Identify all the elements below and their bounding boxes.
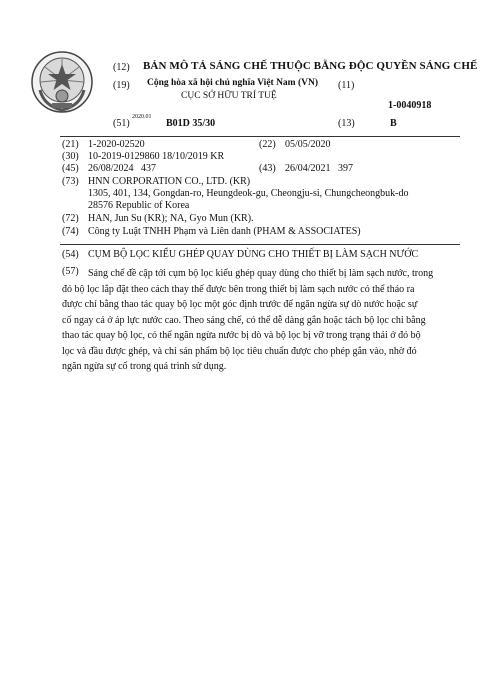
field-45: (45) 26/08/2024 437 bbox=[62, 163, 157, 174]
code-13: (13) bbox=[338, 118, 355, 129]
abstract-line: lọc và đầu được ghép, và chỉ sản phẩm bộ lọc tiêu chuẩn được cho phép gắn vào, nhờ đó bbox=[62, 345, 417, 357]
field-22: (22) 05/05/2020 bbox=[259, 139, 331, 150]
national-emblem-icon bbox=[30, 50, 94, 114]
code-12: (12) bbox=[113, 62, 130, 73]
application-publication: 26/04/2021 397 bbox=[285, 163, 354, 174]
application-number: 1-2020-02520 bbox=[88, 139, 145, 150]
document-title: BẢN MÔ TẢ SÁNG CHẾ THUỘC BẰNG ĐỘC QUYỀN SÁNG CHẾ bbox=[143, 60, 478, 72]
divider bbox=[60, 136, 460, 137]
code-11: (11) bbox=[338, 80, 355, 91]
abstract-line: cố ngay cả ở áp lực nước cao. Theo sáng chế, có thể dễ dàng gắn hoặc tách bộ lọc chỉ bằng bbox=[62, 314, 426, 326]
inventors: HAN, Jun Su (KR); NA, Gyo Mun (KR). bbox=[88, 213, 254, 224]
grant-publication: 26/08/2024 437 bbox=[88, 163, 157, 174]
kind-code: B bbox=[390, 118, 397, 129]
abstract-line: ngăn ngừa sự cố trong quá trình sử dụng. bbox=[62, 361, 227, 372]
ipc-version: 2020.01 bbox=[132, 114, 152, 120]
abstract-line: được chỉ bằng thao tác quay bộ lọc một góc định trước để ngăn ngừa sự dò nước hoặc sự bbox=[62, 299, 418, 310]
filing-date: 05/05/2020 bbox=[285, 139, 331, 150]
owner-name: HNN CORPORATION CO., LTD. (KR) bbox=[88, 176, 251, 187]
field-21: (21) 1-2020-02520 bbox=[62, 139, 145, 150]
code-19: (19) bbox=[113, 80, 130, 91]
abstract-line: đó bộ lọc lắp đặt theo cách thay thế được bên trong thiết bị làm sạch nước có thể tháo ra bbox=[62, 283, 415, 295]
field-43: (43) 26/04/2021 397 bbox=[259, 163, 354, 174]
priority-data: 10-2019-0129860 18/10/2019 KR bbox=[88, 151, 225, 162]
owner-address-line2: 28576 Republic of Korea bbox=[88, 200, 190, 211]
code-57: (57) bbox=[62, 266, 79, 277]
field-30: (30) 10-2019-0129860 18/10/2019 KR bbox=[62, 151, 225, 162]
abstract bbox=[62, 266, 460, 375]
agent: Công ty Luật TNHH Phạm và Liên danh (PHAM & ASSOCIATES) bbox=[88, 226, 361, 237]
ipc-class: B01D 35/30 bbox=[166, 118, 216, 129]
owner-address-line1: 1305, 401, 134, Gongdan-ro, Heungdeok-gu, Cheongju-si, Chungcheongbuk-do bbox=[88, 188, 409, 199]
invention-title: CỤM BỘ LỌC KIỂU GHÉP QUAY DÙNG CHO THIẾT BỊ LÀM SẠCH NƯỚC bbox=[88, 249, 419, 260]
field-74: (74) Công ty Luật TNHH Phạm và Liên danh (PHAM & ASSOCIATES) bbox=[62, 226, 361, 237]
abstract-line: thao tác quay bộ lọc, có thể ngăn ngừa nước bị dò và bộ lọc bị vỡ trong trạng thái ở đó bộ bbox=[62, 330, 421, 341]
field-72: (72) HAN, Jun Su (KR); NA, Gyo Mun (KR). bbox=[62, 213, 254, 224]
country-line: Cộng hòa xã hội chủ nghĩa Việt Nam (VN) bbox=[147, 78, 319, 88]
patent-number: 1-0040918 bbox=[388, 100, 432, 111]
field-73: (73) HNN CORPORATION CO., LTD. (KR) bbox=[62, 176, 251, 187]
office-name: CỤC SỞ HỮU TRÍ TUỆ bbox=[181, 91, 277, 101]
abstract-line: Sáng chế đề cập tới cụm bộ lọc kiểu ghép quay dùng cho thiết bị làm sạch nước, trong bbox=[88, 268, 434, 279]
code-51: (51) bbox=[113, 118, 130, 129]
field-54: (54) CỤM BỘ LỌC KIỂU GHÉP QUAY DÙNG CHO THIẾT BỊ LÀM SẠCH NƯỚC bbox=[62, 249, 419, 260]
divider bbox=[60, 244, 460, 245]
